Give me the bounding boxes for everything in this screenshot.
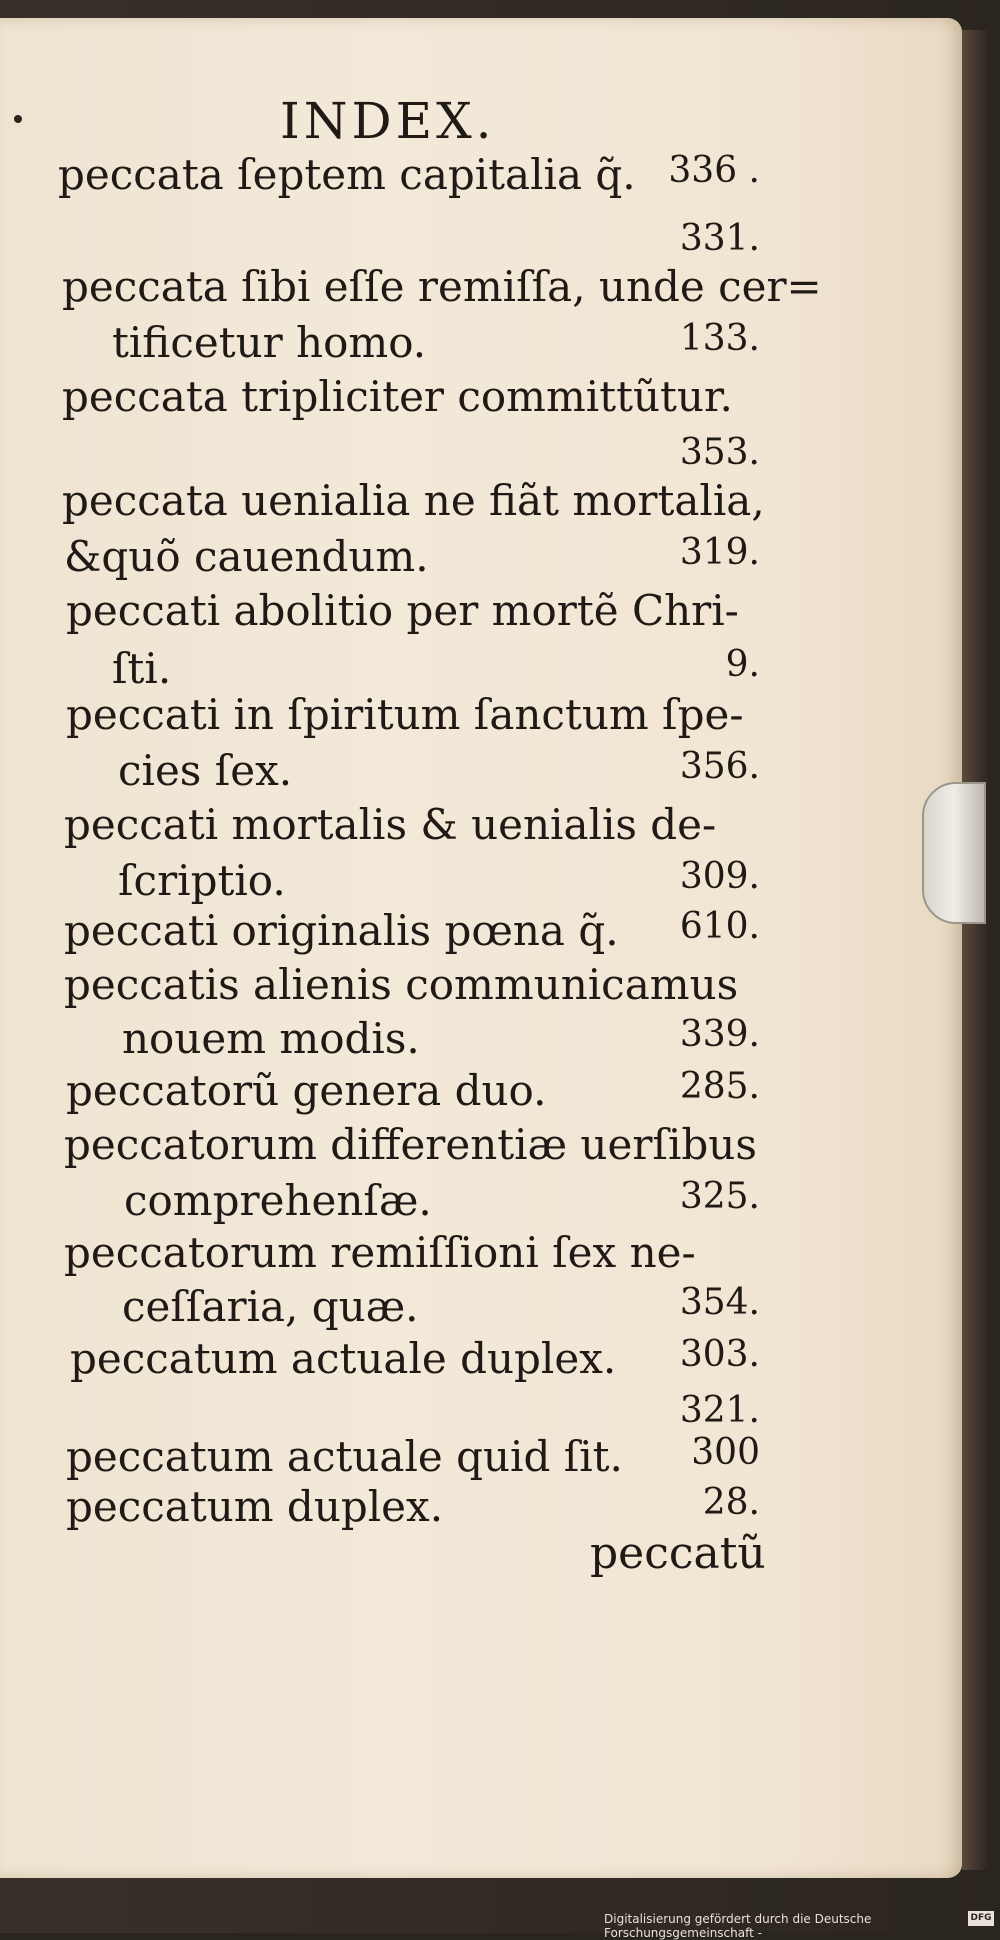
index-line: [0, 586, 760, 644]
entry-page: 309.: [679, 856, 760, 897]
entry-text: peccatis alienis communicamus: [64, 960, 739, 1009]
index-line: [0, 690, 760, 748]
page-clip: [922, 782, 986, 924]
entry-page: 285.: [679, 1066, 760, 1107]
index-line: [0, 960, 760, 1018]
index-line: [0, 800, 760, 858]
entry-text: cies ſex.: [118, 746, 293, 795]
entry-text: nouem modis.: [122, 1014, 420, 1063]
entry-page: 133.: [679, 318, 760, 359]
entry-page: 339.: [679, 1014, 760, 1055]
entry-text: peccata uenialia ne fiãt mortalia,: [62, 476, 765, 525]
entry-text: ceſſaria, quæ.: [122, 1282, 419, 1331]
index-line: [0, 1120, 760, 1178]
entry-text: peccatum duplex.: [66, 1482, 444, 1531]
index-line: [0, 906, 760, 964]
entry-text: comprehenſæ.: [124, 1176, 432, 1225]
entry-page: 303.: [679, 1334, 760, 1375]
entry-text: peccatum actuale quid ſit.: [66, 1432, 623, 1481]
page-header: INDEX.: [280, 92, 496, 150]
entry-text: peccatorum differentiæ uerſibus: [64, 1120, 757, 1169]
entry-page: 321.: [679, 1390, 760, 1431]
entry-text: peccati in ſpiritum ſanctum ſpe-: [66, 690, 744, 739]
index-line: [0, 1014, 760, 1072]
entry-text: ſti.: [112, 644, 172, 693]
index-line: [0, 532, 760, 590]
entry-text: &quõ cauendum.: [64, 532, 429, 581]
entry-text: peccata ſibi eſſe remiſſa, unde cer=: [62, 262, 822, 311]
entry-text: peccatum actuale duplex.: [70, 1334, 617, 1383]
entry-text: tificetur homo.: [112, 318, 427, 367]
index-line: [0, 1066, 760, 1124]
entry-page: 331.: [679, 218, 760, 259]
entry-page: 325.: [679, 1176, 760, 1217]
index-line: [0, 372, 760, 430]
index-line: [0, 150, 760, 208]
margin-dot: [14, 115, 22, 123]
entry-text: peccatorũ genera duo.: [66, 1066, 547, 1115]
index-line: [0, 476, 765, 534]
index-line: [0, 746, 760, 804]
index-line: [0, 1282, 760, 1340]
digitization-credit: Digitalisierung gefördert durch die Deutsche Forschungsgemeinschaft -: [604, 1912, 872, 1940]
entry-page: 28.: [702, 1482, 760, 1523]
entry-page: 300: [691, 1432, 760, 1473]
entry-page: 353.: [679, 432, 760, 473]
entry-page: 356.: [679, 746, 760, 787]
entry-text: ſcriptio.: [118, 856, 286, 905]
entry-text: peccata tripliciter committũtur.: [62, 372, 733, 421]
entry-page: 336 .: [668, 150, 760, 191]
index-line: [0, 1334, 760, 1392]
catchword: peccatũ: [590, 1528, 766, 1579]
entry-page: 9.: [725, 644, 760, 685]
index-line: [0, 262, 822, 320]
entry-text: peccatorum remiſſioni ſex ne-: [64, 1228, 696, 1277]
entry-page: 354.: [679, 1282, 760, 1323]
index-line: [0, 318, 760, 376]
entry-text: peccati mortalis & uenialis de-: [64, 800, 717, 849]
index-line: [0, 1176, 760, 1234]
entry-text: peccati abolitio per mortẽ Chri-: [66, 586, 739, 635]
index-line: [0, 1228, 760, 1286]
entry-page: 319.: [679, 532, 760, 573]
page-edge: [962, 30, 990, 1870]
dfg-logo: DFG: [968, 1911, 994, 1926]
entry-text: peccata ſeptem capitalia q̃.: [58, 150, 636, 199]
entry-page: 610.: [679, 906, 760, 947]
entry-text: peccati originalis pœna q̃.: [64, 906, 619, 955]
